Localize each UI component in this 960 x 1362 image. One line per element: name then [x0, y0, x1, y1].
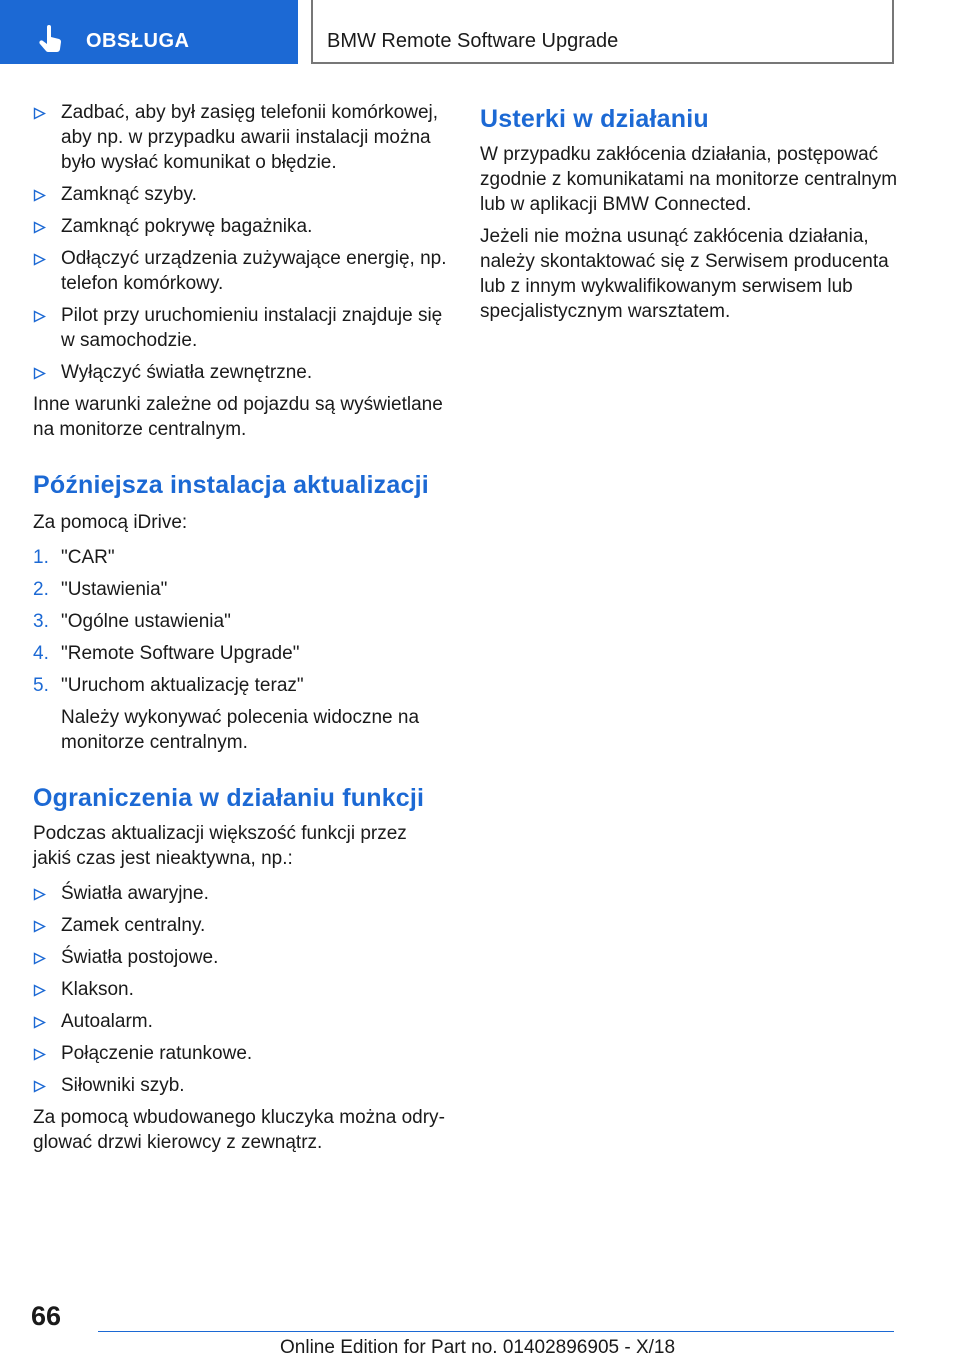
step-number: 1.: [33, 547, 49, 568]
functions-list: [33, 881, 448, 1098]
step-text: "Ogólne ustawienia": [61, 611, 231, 632]
section-heading: Późniejsza instalacja aktualizacji: [33, 471, 429, 499]
step-item: [33, 545, 448, 570]
bullet-item: [33, 1009, 448, 1034]
section-heading: Ograniczenia w działaniu funkcji: [33, 784, 425, 812]
left-column: [33, 100, 448, 1162]
paragraph: Podczas aktualizacji większość funkcji przez jakiś czas jest nieaktywna, np.:: [33, 823, 407, 869]
step-item: [33, 609, 448, 634]
steps-list: [33, 545, 448, 698]
bullet-item: [33, 913, 448, 938]
bullet-item: [33, 977, 448, 1002]
bullet-text: Zamknąć pokrywę bagażnika.: [61, 216, 313, 237]
bullet-item: [33, 100, 448, 175]
bullet-item: [33, 246, 448, 296]
footer-divider: [98, 1331, 894, 1332]
edition-note: Online Edition for Part no. 01402896905 - X/18: [280, 1337, 676, 1358]
section-label: OBSŁUGA: [86, 30, 190, 52]
bullet-text: Zadbać, aby był zasięg telefonii komórkowej, aby np. w przypadku awarii instalacji można było wysłać komunikat o błędzie.: [61, 102, 439, 173]
bullet-text: Wyłączyć światła zewnętrzne.: [61, 362, 313, 383]
section-tab: [0, 0, 298, 64]
step-note: Należy wykonywać polecenia widoczne na monitorze centralnym.: [61, 707, 420, 753]
bullet-item: [33, 214, 448, 239]
triangle-bullet-icon: [33, 888, 46, 901]
bullet-text: Klakson.: [61, 979, 134, 1000]
paragraph: W przypadku zakłócenia działania, postępować zgodnie z komunikatami na monitorze centralnym lub w aplikacji BMW Connected.: [480, 144, 898, 215]
triangle-bullet-icon: [33, 367, 46, 380]
chapter-title: BMW Remote Software Upgrade: [327, 30, 619, 52]
page-number: 66: [31, 1301, 62, 1331]
step-number: 2.: [33, 579, 49, 600]
bullet-item: [33, 1073, 448, 1098]
bullet-item: [33, 182, 448, 207]
step-item: [33, 673, 448, 698]
step-text: "Remote Software Upgrade": [61, 643, 300, 664]
chapter-title-box: [311, 0, 894, 64]
triangle-bullet-icon: [33, 920, 46, 933]
paragraph: Za pomocą iDrive:: [33, 512, 188, 533]
bullet-text: Światła awaryjne.: [61, 883, 209, 904]
bullet-item: [33, 945, 448, 970]
triangle-bullet-icon: [33, 310, 46, 323]
section-heading: Usterki w działaniu: [480, 105, 709, 133]
bullet-item: [33, 1041, 448, 1066]
triangle-bullet-icon: [33, 1048, 46, 1061]
bullet-text: Zamknąć szyby.: [61, 184, 197, 205]
bullet-text: Połączenie ratunkowe.: [61, 1043, 253, 1064]
triangle-bullet-icon: [33, 189, 46, 202]
requirements-list: [33, 100, 448, 385]
bullet-text: Pilot przy uruchomieniu instalacji znajduje się w samochodzie.: [61, 305, 443, 351]
triangle-bullet-icon: [33, 221, 46, 234]
step-item: [33, 577, 448, 602]
paragraph: Inne warunki zależne od pojazdu są wyświetlane na monitorze centralnym.: [33, 394, 443, 440]
right-column: [480, 100, 900, 331]
triangle-bullet-icon: [33, 253, 46, 266]
step-number: 3.: [33, 611, 49, 632]
triangle-bullet-icon: [33, 1016, 46, 1029]
triangle-bullet-icon: [33, 1080, 46, 1093]
bullet-item: [33, 360, 448, 385]
bullet-text: Autoalarm.: [61, 1011, 153, 1032]
bullet-item: [33, 303, 448, 353]
step-text: "CAR": [61, 547, 115, 568]
bullet-text: Zamek centralny.: [61, 915, 206, 936]
step-number: 4.: [33, 643, 49, 664]
step-item: [33, 641, 448, 666]
step-text: "Ustawienia": [61, 579, 168, 600]
paragraph: Za pomocą wbudowanego kluczyka można odryglować drzwi kierowcy z zewnątrz.: [33, 1107, 445, 1153]
triangle-bullet-icon: [33, 952, 46, 965]
step-text: "Uruchom aktualizację teraz": [61, 675, 304, 696]
bullet-text: Światła postojowe.: [61, 947, 219, 968]
bullet-text: Odłączyć urządzenia zużywające energię, np. telefon komórkowy.: [61, 248, 447, 294]
triangle-bullet-icon: [33, 984, 46, 997]
triangle-bullet-icon: [33, 107, 46, 120]
bullet-item: [33, 881, 448, 906]
hand-pointer-icon: [38, 25, 64, 53]
bullet-text: Siłowniki szyb.: [61, 1075, 185, 1096]
paragraph: Jeżeli nie można usunąć zakłócenia działania, należy skontaktować się z Serwisem producenta lub z innym wykwalifikowanym serwisem lub specjalistycznym warsztatem.: [480, 226, 889, 322]
step-number: 5.: [33, 675, 49, 696]
